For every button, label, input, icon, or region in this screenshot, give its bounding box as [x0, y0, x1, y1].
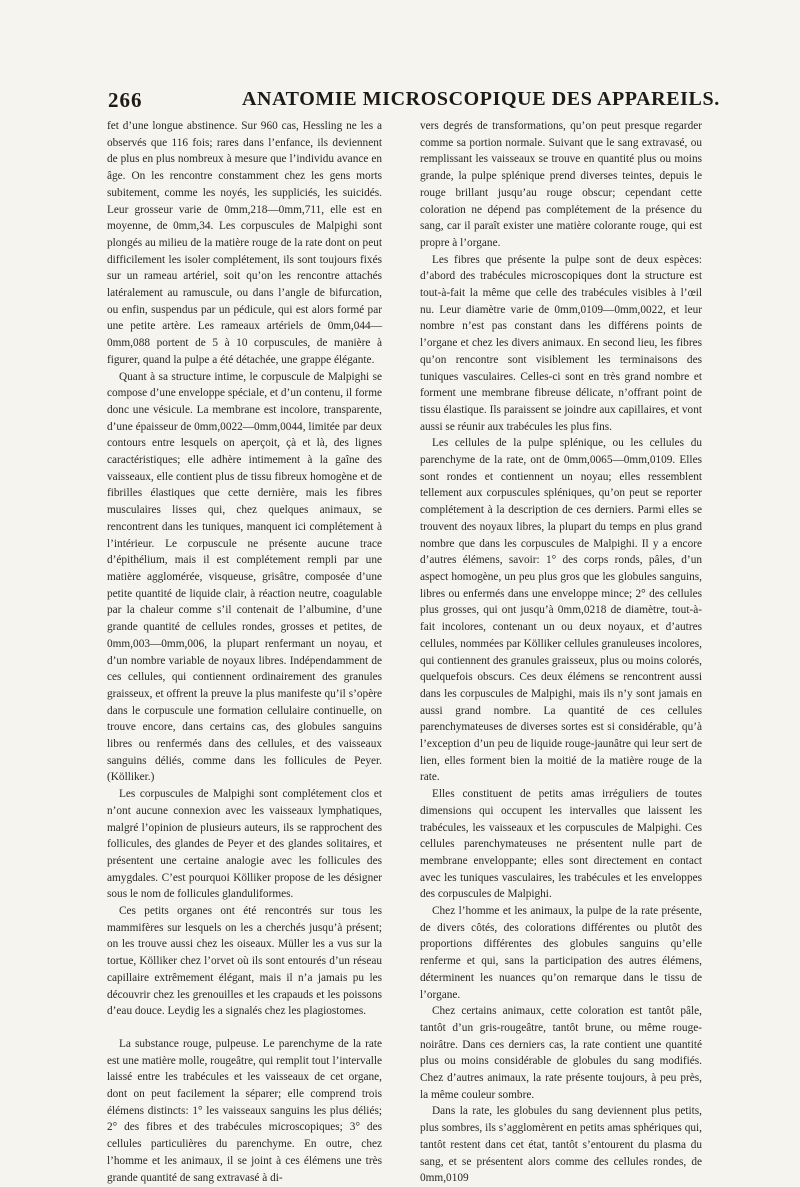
paragraph: Quant à sa structure intime, le corpuscule de Malpighi se compose d’une enveloppe spéciale, et d’un contenu, il forme donc une vésicule. La membrane est incolore, transparente, d’une épaisseur de 0mm,0022—0mm,0044, limitée par deux contours entre lesquels on aperçoit, çà et là, des lignes caractéristiques; elle adhère intimement à la gaîne des vaisseaux, elle contient plus de tissu fibreux homogène et de fibrilles élastiques que cette dernière, mais les fibres musculaires lisses qui, chez quelques animaux, se rencontrent dans les tuniques, manquent ici complétement à l’intérieur. Le corpuscule ne présente aucune trace d’épithélium, mais il est complétement rempli par une matière agglomérée, visqueuse, grisâtre, composée d’une petite quantité de liquide clair, à réaction neutre, coagulable par la chaleur comme s’il contenait de l’albumine, d’une grande quantité de cellules rondes, grosses et petites, de 0mm,003—0mm,006, la plupart renfermant un noyau, et d’un nombre variable de noyaux libres. Indépendamment de ces cellules, qui contiennent ordinairement des granules graisseux, et offrent la preuve la plus manifeste qu’il s’opère dans le corpuscule une formation cellulaire continuelle, on trouve encore, dans certains cas, des globules sanguins libres ou renfermés dans des cellules, et des vaisseaux sanguins déliés, comme dans les follicules de Peyer. (Kölliker.) — [107, 370, 382, 784]
running-title: ANATOMIE MICROSCOPIQUE DES APPAREILS. — [242, 88, 720, 110]
paragraph: Les cellules de la pulpe splénique, ou les cellules du parenchyme de la rate, ont de 0mm,0065—0mm,0109. Elles sont rondes et contiennent un noyau; elles ressemblent tellement aux corpuscules spléniques, qu’on peut se reporter complétement à la description de ces derniers. Parmi elles se trouvent des noyaux libres, la plupart du temps en plus grand nombre que dans les corpuscules de Malpighi. Il y a encore d’autres élémens, savoir: 1° des corps ronds, pâles, d’un aspect homogène, un peu plus gros que les globules sanguins, libres ou enfermés dans une enveloppe mince; 2° des cellules plus grosses, qui ont jusqu’à 0mm,0218 de diamètre, tout-à-fait incolores, contenant un ou deux noyaux, et d’autres cellules, nommées par Kölliker cellules granuleuses incolores, qui contiennent des granules graisseux, plus ou moins colorés, quelquefois obscurs. Ces deux élémens se rencontrent aussi dans les corpuscules de Malpighi, mais ils n’y sont jamais en aussi grand nombre. La quantité de ces cellules parenchymateuses de diverses sortes est si considérable, qu’à l’exception d’un peu de liquide rouge-jaunâtre qui leur sert de lien, elles forment bien la moitié de la matière rouge de la rate. — [420, 437, 702, 784]
paragraph: Chez l’homme et les animaux, la pulpe de la rate présente, de divers côtés, des colorations différentes ou plutôt des proportions différentes des globules sanguins qu’elle renferme et qui, sans la participation des autres élémens, déterminent les nuances qu’on remarque dans le tissu de l’organe. — [420, 905, 702, 1001]
paragraph: Dans la rate, les globules du sang deviennent plus petits, plus sombres, ils s’agglomèrent en petits amas sphériques qui, tantôt restent dans cet état, tantôt s’entourent du plasma du sang, et se présentent alors comme des cellules rondes, de 0mm,0109 — [420, 1105, 702, 1185]
paragraph: La substance rouge, pulpeuse. Le parenchyme de la rate est une matière molle, rougeâtre, qui remplit tout l’intervalle laissé entre les trabécules et les vaisseaux de cet organe, dont on peut facilement la séparer; elle comprend trois élémens distincts: 1° les vaisseaux sanguins les plus déliés; 2° des fibres et des trabécules microscopiques; 3° des cellules particulières du parenchyme. En outre, chez l’homme et les animaux, il se joint à ces élémens une très grande quantité de sang extravasé à di- — [107, 1037, 382, 1184]
page-number: 266 — [108, 88, 143, 112]
paragraph: Ces petits organes ont été rencontrés sur tous les mammifères sur lesquels on les a cherchés jusqu’à présent; on les trouve aussi chez les oiseaux. Müller les a vus sur la tortue, Kölliker chez l’orvet où ils sont entourés d’un réseau capillaire extrêmement élégant, mais il n’a jamais pu les découvrir chez les grenouilles et les crapauds et les poissons d’eau douce. Leydig les a signalés chez les plagiostomes. — [107, 905, 382, 1018]
paragraph: vers degrés de transformations, qu’on peut presque regarder comme sa portion normale. Suivant que le sang extravasé, ou remplissant les vaisseaux se trouve en quantité plus ou moins grande, la pulpe splénique prend diverses teintes, depuis le rouge brillant jusqu’au rouge obscur; cependant cette coloration ne dépend pas complétement de la présence du sang, car il paraît exister une matière colorante rouge, qui est propre à l’organe. — [420, 120, 702, 249]
paragraph: fet d’une longue abstinence. Sur 960 cas, Hessling ne les a observés que 116 fois; rares dans l’enfance, ils deviennent de plus en plus nombreux à mesure que l’individu avance en âge. On les rencontre constamment chez les gens morts subitement, comme les noyés, les suppliciés, les suicidés. Leur grosseur varie de 0mm,218—0mm,711, elle est en moyenne, de 0mm,34. Les corpuscules de Malpighi sont plongés au milieu de la matière rouge de la rate dont on peut difficilement les isoler complétement, ils sont toujours fixés sur un rameau artériel, soit qu’on les rencontre attachés latéralement au ramuscule, ou dans l’angle de bifurcation, ou enfin, suspendus par un pédicule, qui est alors formé par une petite artère. Les rameaux artériels de 0mm,044—0mm,088 portent de 5 à 10 corpuscules, de manière à figurer, quand la pulpe a été détachée, une grappe élégante. — [107, 120, 382, 366]
paragraph: Elles constituent de petits amas irréguliers de toutes dimensions qui occupent les intervalles que laissent les trabécules, les vaisseaux et les corpuscules de Malpighi. Ces cellules parenchymateuses ne présentent nulle part de membrane enveloppante; elles sont directement en contact avec les tuniques vasculaires, les trabécules et les enveloppes des corpuscules de Malpighi. — [420, 788, 702, 901]
left-column — [107, 118, 382, 1186]
right-column — [420, 118, 702, 1187]
paragraph: Les fibres que présente la pulpe sont de deux espèces: d’abord des trabécules microscopiques dont la structure est tout-à-fait la même que celle des trabécules visibles à l’œil nu. Leur diamètre varie de 0mm,0109—0mm,0022, et leur nombre n’est pas constant dans les différens points de l’organe et chez les divers animaux. En second lieu, les fibres qu’on rencontre sont visiblement les terminaisons des tuniques vasculaires. Celles-ci sont en très grand nombre et forment une membrane fibreuse délicate, n’offrant point de tissu élastique. Ils paraissent se joindre aux capillaires, et vont aussi se réunir aux trabécules les plus fins. — [420, 253, 702, 433]
paragraph: Chez certains animaux, cette coloration est tantôt pâle, tantôt d’un gris-rougeâtre, tantôt brune, ou même rouge-noirâtre. Dans ces derniers cas, la rate contient une quantité plus ou moins considérable de globules du sang modifiés. Chez d’autres animaux, la rate présente toujours, à peu près, la même couleur sombre. — [420, 1005, 702, 1101]
paragraph: Les corpuscules de Malpighi sont complétement clos et n’ont aucune connexion avec les vaisseaux lymphatiques, malgré l’opinion de plusieurs auteurs, ils se rapprochent des follicules, des glandes de Peyer et des glandes solitaires, et présentent une certaine analogie avec les follicules des amygdales. C’est pourquoi Kölliker propose de les désigner sous le nom de follicules glanduliformes. — [107, 788, 382, 901]
